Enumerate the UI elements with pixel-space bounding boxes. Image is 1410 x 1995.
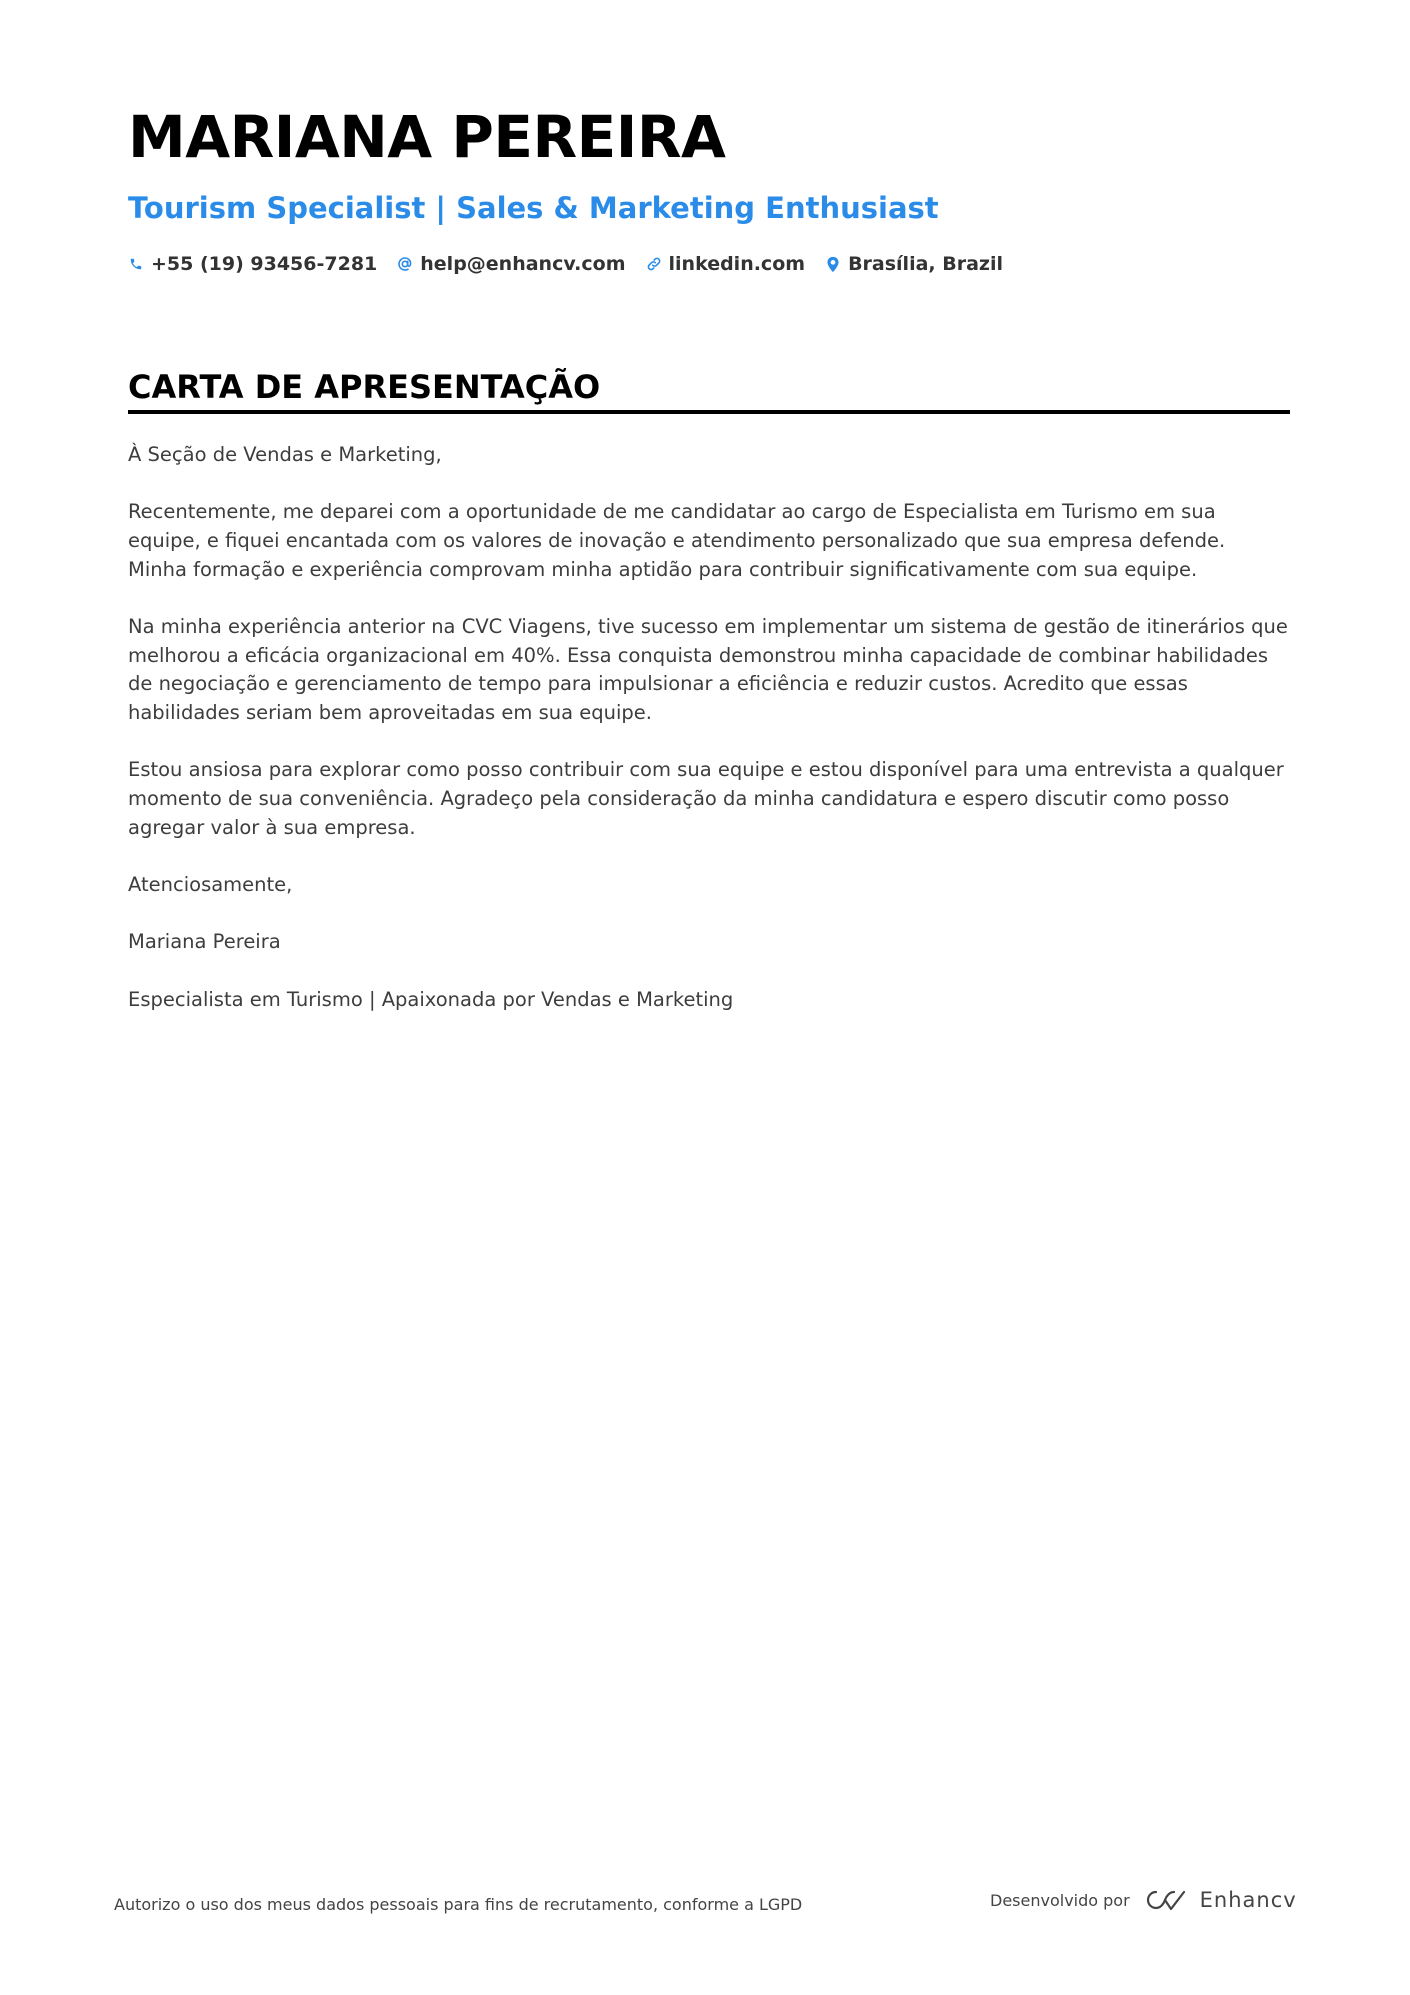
footer-consent: Autorizo o uso dos meus dados pessoais para fins de recrutamento, conforme a LGPD bbox=[114, 1895, 803, 1914]
contact-phone bbox=[128, 253, 377, 275]
letter-paragraph: Estou ansiosa para explorar como posso contribuir com sua equipe e estou disponível para uma entrevista a qualquer momento de sua conveniência. Agradeço pela consideração da minha candidatura e espero discutir como posso agregar valor à sua empresa. bbox=[128, 758, 1284, 839]
letter-body bbox=[128, 441, 1290, 1043]
powered-by-label: Desenvolvido por bbox=[990, 1890, 1130, 1910]
letter-closing: Atenciosamente, bbox=[128, 873, 293, 897]
location-pin-icon bbox=[825, 255, 841, 273]
contact-linkedin-text[interactable]: linkedin.com bbox=[668, 253, 806, 275]
enhancv-logo-icon bbox=[1142, 1888, 1188, 1912]
phone-icon bbox=[128, 255, 144, 273]
contact-location bbox=[825, 253, 1003, 275]
contact-bar bbox=[128, 253, 1023, 275]
candidate-name: MARIANA PEREIRA bbox=[128, 103, 726, 171]
letter-paragraph: Na minha experiência anterior na CVC Viagens, tive sucesso em implementar um sistema de gestão de itinerários que melhorou a eficácia organizacional em 40%. Essa conquista demonstrou minha capacidade de combinar habilidades de negociação e gerenciamento de tempo para impulsionar a eficiência e reduzir custos. Acredito que essas habilidades seriam bem aproveitadas em sua equipe. bbox=[128, 615, 1288, 725]
signature-name: Mariana Pereira bbox=[128, 930, 281, 954]
contact-email[interactable] bbox=[397, 253, 625, 275]
contact-location-text: Brasília, Brazil bbox=[848, 253, 1003, 275]
enhancv-brand-name: Enhancv bbox=[1199, 1888, 1297, 1912]
section-divider bbox=[128, 410, 1290, 414]
contact-phone-text: +55 (19) 93456-7281 bbox=[151, 253, 378, 275]
letter-paragraph: Recentemente, me deparei com a oportunidade de me candidatar ao cargo de Especialista em Turismo em sua equipe, e fiquei encantada com os valores de inovação e atendimento personalizado que sua empresa defende. Minha formação e experiência comprovam minha aptidão para contribuir significativamente com sua equipe. bbox=[128, 500, 1226, 581]
contact-linkedin[interactable] bbox=[646, 253, 806, 275]
contact-email-text[interactable]: help@enhancv.com bbox=[420, 253, 626, 275]
at-icon bbox=[397, 255, 413, 273]
letter-greeting: À Seção de Vendas e Marketing, bbox=[128, 443, 442, 466]
candidate-headline: Tourism Specialist | Sales & Marketing Enthusiast bbox=[128, 191, 939, 225]
signature-title: Especialista em Turismo | Apaixonada por Vendas e Marketing bbox=[128, 987, 734, 1011]
section-title: CARTA DE APRESENTAÇÃO bbox=[128, 368, 601, 406]
link-icon bbox=[646, 255, 662, 273]
footer-branding bbox=[990, 1888, 1297, 1912]
